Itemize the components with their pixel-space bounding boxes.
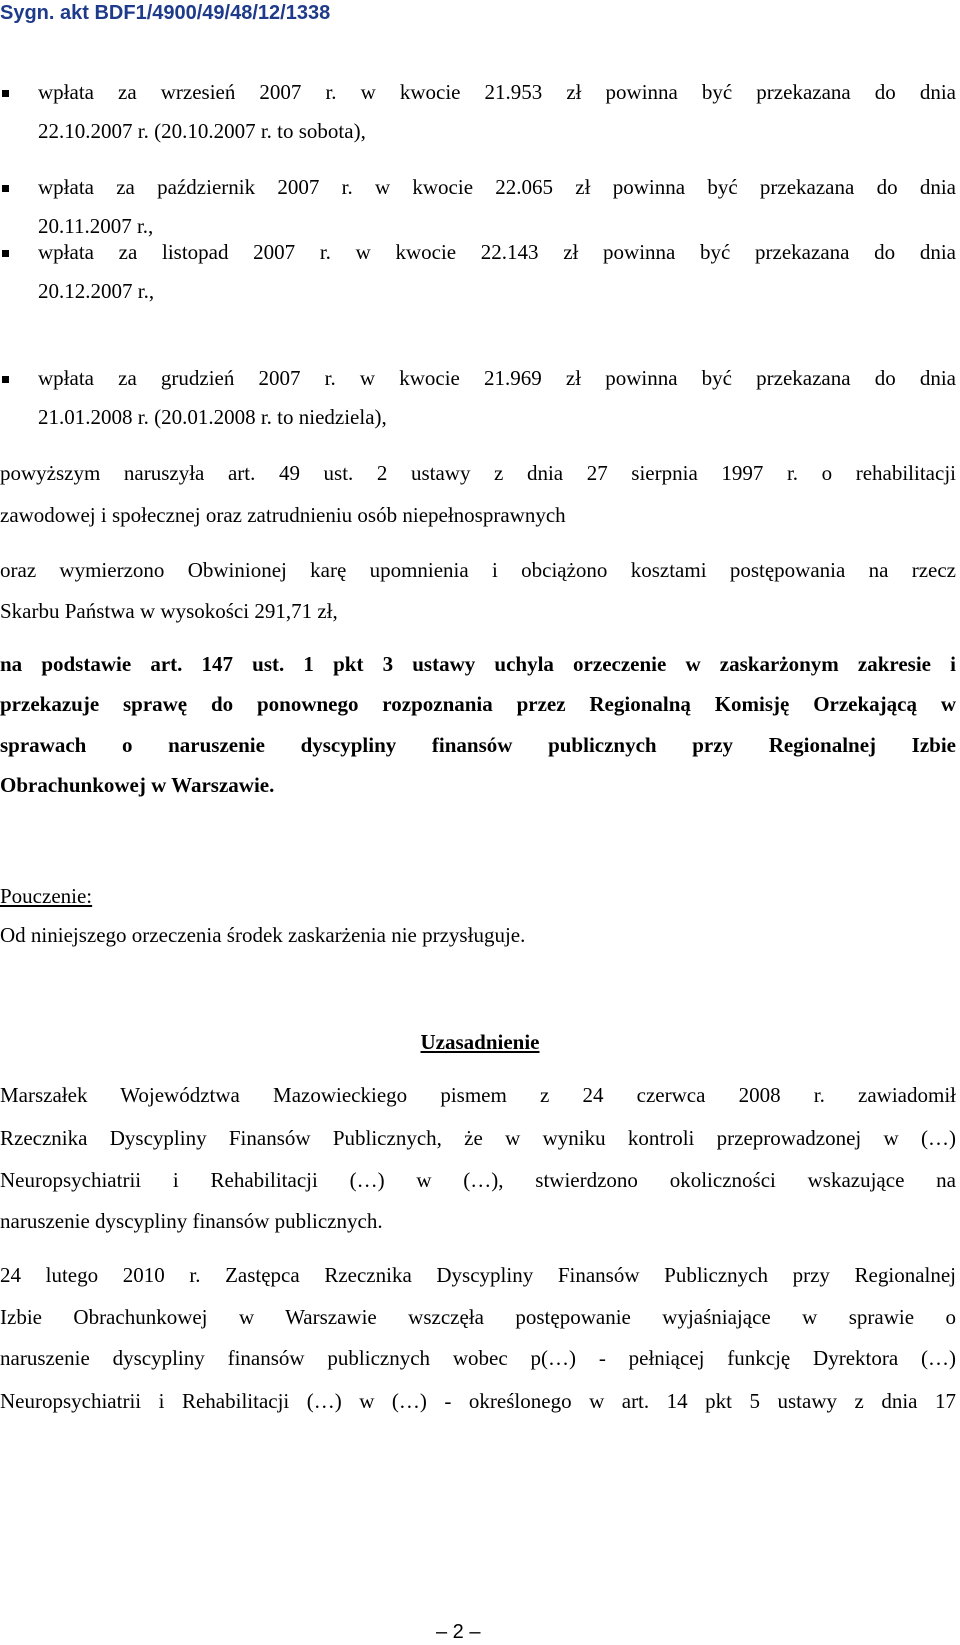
paragraph-line: oraz wymierzono Obwinionej karę upomnienia i obciążono kosztami postępowania na rzecz	[0, 558, 956, 582]
paragraph-line: Neuropsychiatrii i Rehabilitacji (…) w (…), stwierdzono okoliczności wskazujące na	[0, 1168, 956, 1192]
paragraph-line: zawodowej i społecznej oraz zatrudnieniu osób niepełnosprawnych	[0, 503, 566, 527]
paragraph-line: na podstawie art. 147 ust. 1 pkt 3 ustawy uchyla orzeczenie w zaskarżonym zakresie i	[0, 652, 956, 676]
paragraph-line: przekazuje sprawę do ponownego rozpoznania przez Regionalną Komisję Orzekającą w	[0, 692, 956, 716]
bullet-icon	[2, 376, 9, 383]
list-item-line: wpłata za listopad 2007 r. w kwocie 22.143 zł powinna być przekazana do dnia	[38, 240, 956, 264]
paragraph-line: Izbie Obrachunkowej w Warszawie wszczęła postępowanie wyjaśniające w sprawie o	[0, 1305, 956, 1329]
paragraph-line: powyższym naruszyła art. 49 ust. 2 ustawy z dnia 27 sierpnia 1997 r. o rehabilitacji	[0, 461, 956, 485]
paragraph-line: 24 lutego 2010 r. Zastępca Rzecznika Dyscypliny Finansów Publicznych przy Regionalnej	[0, 1263, 956, 1287]
list-item-line: wpłata za grudzień 2007 r. w kwocie 21.969 zł powinna być przekazana do dnia	[38, 366, 956, 390]
paragraph-line: Obrachunkowej w Warszawie.	[0, 773, 275, 797]
list-item-line: 20.11.2007 r.,	[38, 214, 154, 238]
page-number: – 2 –	[436, 1621, 481, 1643]
instruction-heading: Pouczenie:	[0, 884, 93, 908]
justification-heading: Uzasadnienie	[420, 1030, 540, 1054]
bullet-icon	[2, 185, 9, 192]
paragraph-line: Rzecznika Dyscypliny Finansów Publicznych, że w wyniku kontroli przeprowadzonej w (…)	[0, 1126, 956, 1150]
list-item-line: wpłata za wrzesień 2007 r. w kwocie 21.953 zł powinna być przekazana do dnia	[38, 80, 956, 104]
paragraph-line: Neuropsychiatrii i Rehabilitacji (…) w (…) - określonego w art. 14 pkt 5 ustawy z dnia 17	[0, 1389, 956, 1413]
paragraph-line: naruszenie dyscypliny finansów publicznych wobec p(…) - pełniącej funkcję Dyrektora (…)	[0, 1346, 956, 1370]
list-item-line: wpłata za październik 2007 r. w kwocie 22.065 zł powinna być przekazana do dnia	[38, 175, 956, 199]
bullet-icon	[2, 90, 9, 97]
paragraph-line: sprawach o naruszenie dyscypliny finansów publicznych przy Regionalnej Izbie	[0, 733, 956, 757]
list-item-line: 21.01.2008 r. (20.01.2008 r. to niedziela),	[38, 405, 387, 429]
paragraph-line: Skarbu Państwa w wysokości 291,71 zł,	[0, 599, 338, 623]
list-item-line: 20.12.2007 r.,	[38, 279, 155, 303]
bullet-icon	[2, 250, 9, 257]
case-reference-header: Sygn. akt BDF1/4900/49/48/12/1338	[0, 2, 331, 24]
paragraph-line: naruszenie dyscypliny finansów publicznych.	[0, 1209, 383, 1233]
list-item-line: 22.10.2007 r. (20.10.2007 r. to sobota),	[38, 119, 366, 143]
instruction-text: Od niniejszego orzeczenia środek zaskarżenia nie przysługuje.	[0, 923, 526, 947]
paragraph-line: Marszałek Województwa Mazowieckiego pismem z 24 czerwca 2008 r. zawiadomił	[0, 1083, 956, 1107]
